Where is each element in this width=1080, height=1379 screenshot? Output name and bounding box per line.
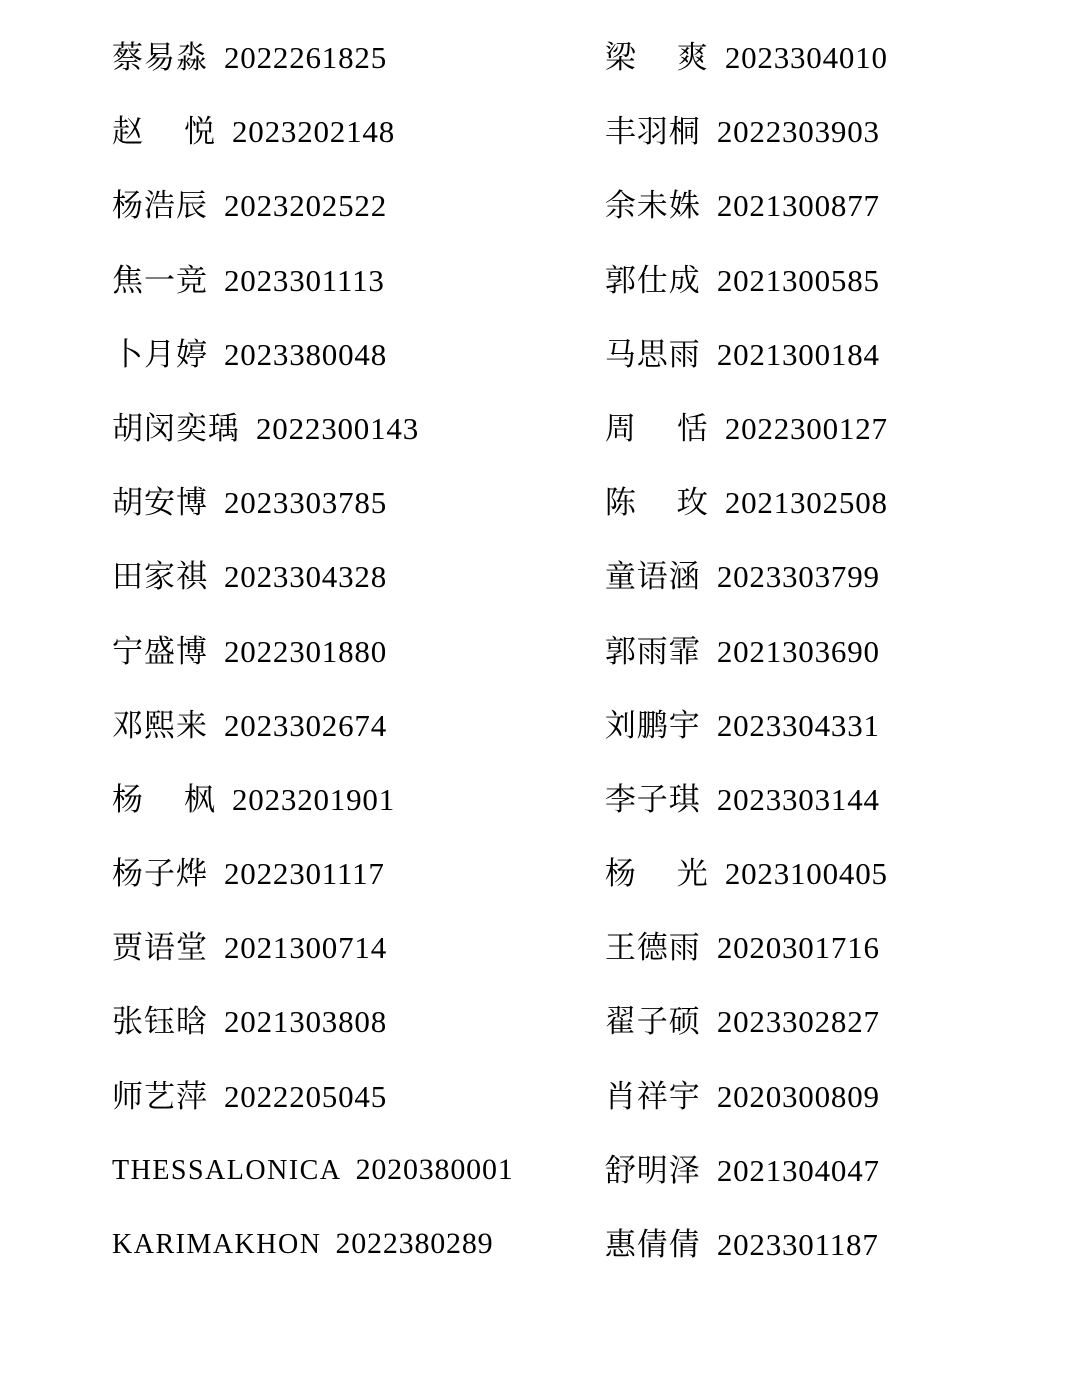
entry-id: 2021300714 [224,930,387,966]
entry-id: 2022205045 [224,1078,387,1114]
roster-columns [70,42,1010,1303]
roster-entry [604,707,1010,784]
entry-id: 2023304331 [716,707,880,743]
roster-entry [605,932,1010,1006]
entry-id: 2023302827 [716,1004,880,1040]
entry-id: 2023301187 [716,1227,879,1262]
entry-name: 舒明泽 [604,1152,701,1188]
roster-entry [112,116,535,190]
entry-name: 丰羽桐 [604,114,701,150]
entry-name: 郭雨霏 [604,633,701,669]
entry-id: 2023202148 [232,114,395,150]
entry-name: KARIMAKHON [112,1229,322,1260]
entry-id: 2023301113 [224,262,385,298]
entry-name: 刘鹏宇 [604,707,701,743]
entry-id: 2023304010 [724,40,888,75]
roster-entry [112,190,535,264]
entry-name: 胡安博 [112,485,208,521]
entry-name: 焦一竞 [112,262,208,298]
entry-id: 2023100405 [724,856,888,892]
entry-id: 2023380048 [224,336,387,372]
entry-name: 赵悦 [112,114,216,150]
entry-name: 卜月婷 [112,336,208,372]
roster-entry [605,190,1010,264]
roster-entry [605,858,1010,932]
roster-entry [112,561,535,635]
roster-entry [605,1006,1010,1080]
roster-entry [605,116,1010,190]
entry-id: 2020301716 [716,930,880,966]
entry-name: 田家祺 [112,559,208,595]
roster-entry [112,1078,535,1155]
roster-entry [604,1152,1010,1229]
entry-name: 陈玫 [604,485,709,521]
entry-name: 杨枫 [112,781,216,817]
right-column [535,42,1010,1303]
entry-name: 童语涵 [604,559,701,595]
entry-id: 2021304047 [716,1152,880,1188]
roster-entry [605,487,1010,561]
entry-id: 2020380001 [355,1152,514,1186]
entry-id: 2021300877 [716,188,880,224]
roster-entry [604,336,1010,413]
roster-entry [604,1078,1010,1155]
entry-name: 师艺萍 [112,1078,208,1114]
roster-entry [112,262,535,339]
entry-name: 余未姝 [604,188,701,224]
entry-name: 马思雨 [604,336,701,372]
entry-id: 2022380289 [335,1227,494,1260]
roster-entry [112,1006,535,1080]
roster-entry [112,707,535,784]
roster-entry [605,1229,1010,1303]
entry-id: 2023201901 [232,781,395,817]
entry-id: 2023202522 [224,188,387,224]
entry-name: 蔡易淼 [112,40,208,75]
entry-id: 2023303785 [224,485,387,521]
entry-name: 邓熙来 [112,707,208,743]
roster-entry [112,1229,535,1303]
entry-name: 周恬 [604,410,709,446]
roster-entry [605,42,1010,116]
entry-id: 2022301117 [224,856,385,892]
entry-id: 2021300585 [716,262,880,298]
entry-id: 2022300143 [256,410,419,446]
entry-name: 宁盛博 [112,633,208,669]
entry-name: 梁爽 [604,40,709,75]
roster-entry [112,336,535,413]
roster-entry [112,633,535,710]
entry-name: 杨浩辰 [112,188,208,224]
entry-name: 翟子硕 [604,1004,701,1040]
entry-id: 2022261825 [224,40,387,75]
roster-entry [604,633,1010,710]
entry-id: 2020300809 [716,1078,880,1114]
entry-id: 2021302508 [724,485,888,521]
entry-id: 2022301880 [224,633,387,669]
entry-name: 贾语堂 [112,930,208,966]
roster-entry [604,781,1010,858]
entry-name: 胡闵奕瑀 [112,410,240,446]
roster-entry [604,262,1010,339]
roster-entry [112,781,535,858]
entry-id: 2023302674 [224,707,387,743]
entry-name: 王德雨 [604,930,701,966]
entry-id: 2021303690 [716,633,880,669]
entry-id: 2023303799 [716,559,880,595]
entry-name: 肖祥宇 [604,1078,701,1114]
roster-entry [112,487,535,561]
entry-name: 惠倩倩 [604,1227,701,1262]
entry-id: 2022303903 [716,114,880,150]
roster-entry [112,410,535,487]
roster-entry [112,858,535,932]
entry-name: 李子琪 [604,781,701,817]
entry-name: THESSALONICA [112,1154,342,1186]
entry-name: 郭仕成 [604,262,701,298]
entry-id: 2023303144 [716,781,880,817]
entry-name: 杨光 [604,856,709,892]
entry-name: 张钰晗 [112,1004,208,1040]
entry-id: 2023304328 [224,559,387,595]
entry-id: 2021303808 [224,1004,387,1040]
entry-id: 2022300127 [724,410,888,446]
left-column [70,42,535,1303]
roster-entry [605,561,1010,635]
roster-entry [112,932,535,1006]
roster-entry [112,42,535,116]
entry-id: 2021300184 [716,336,880,372]
entry-name: 杨子烨 [112,856,208,892]
roster-entry [604,410,1010,487]
roster-entry [112,1152,535,1229]
